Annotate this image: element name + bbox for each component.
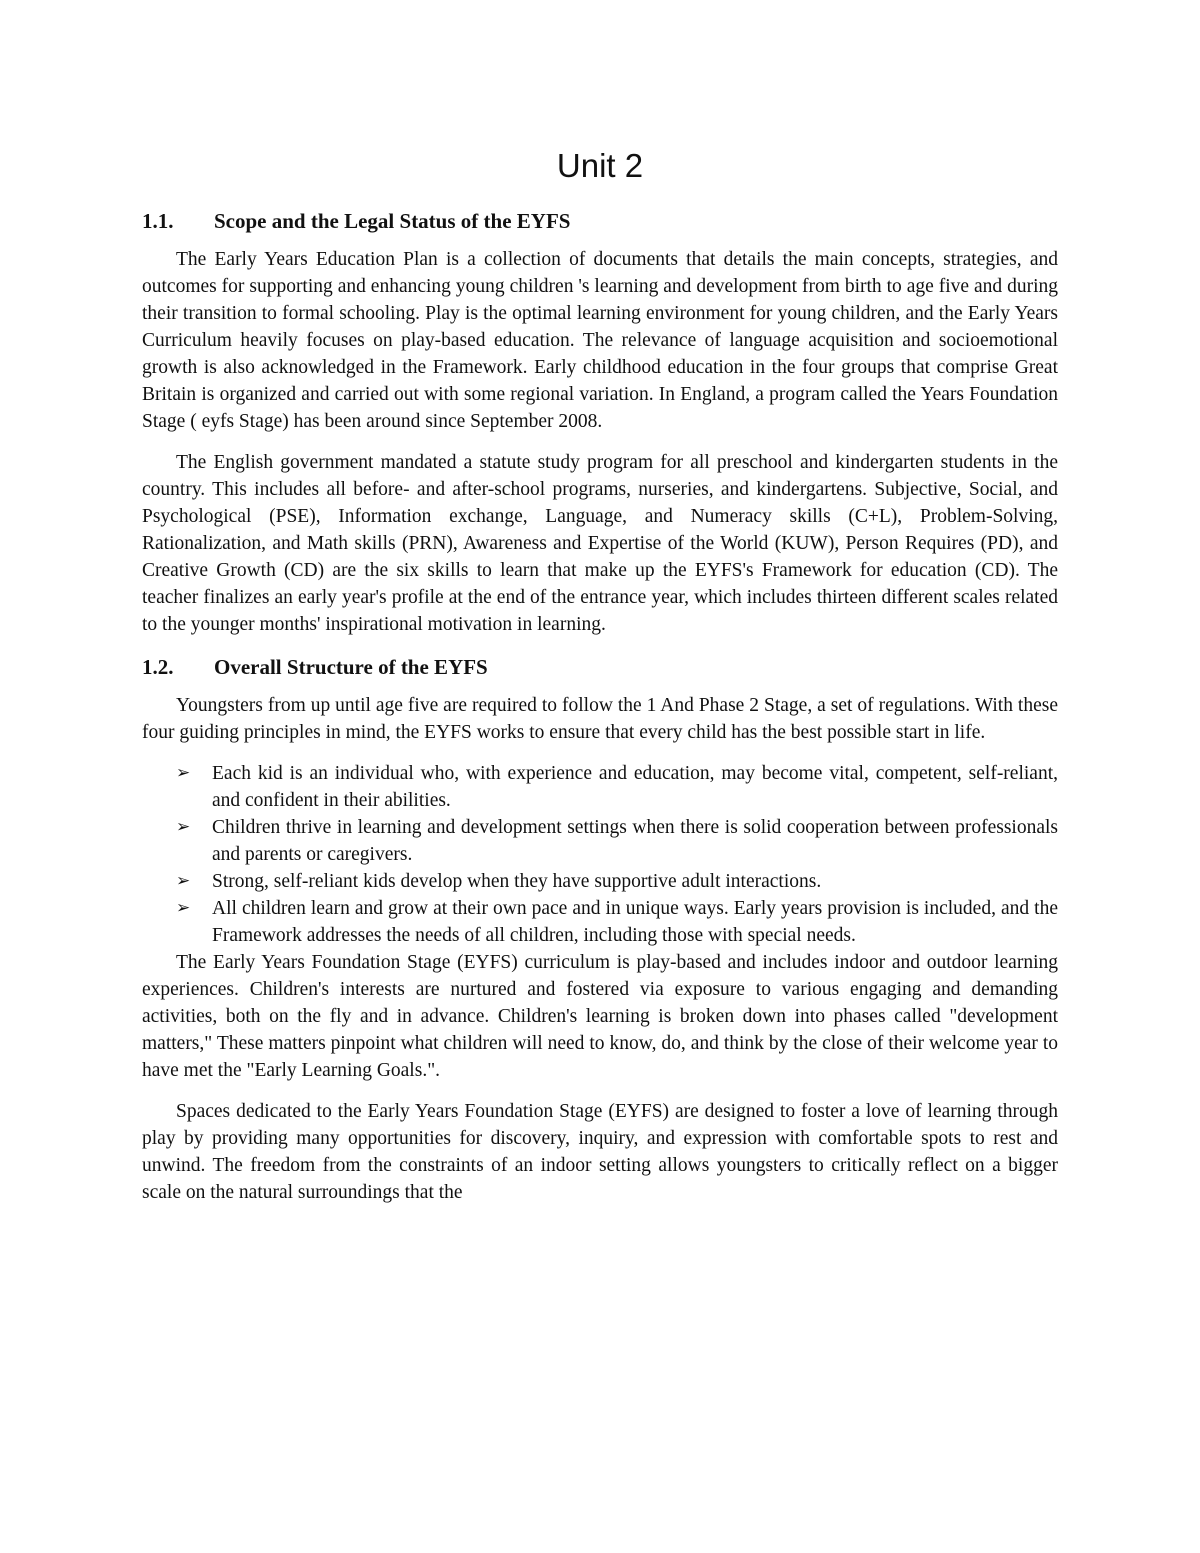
list-item — [176, 760, 1058, 814]
arrow-bullet-icon: ➢ — [176, 871, 191, 891]
section-heading-1-2 — [142, 652, 1058, 682]
list-item — [176, 895, 1058, 949]
list-item-text: Children thrive in learning and development settings when there is solid cooperation between professionals and parents or caregivers. — [212, 817, 1058, 865]
paragraph: Youngsters from up until age five are required to follow the 1 And Phase 2 Stage, a set of regulations. With these four guiding principles in mind, the EYFS works to ensure that every child has the best possible start in life. — [142, 695, 1058, 743]
document-page — [142, 140, 1058, 1206]
paragraph: Spaces dedicated to the Early Years Foundation Stage (EYFS) are designed to foster a love of learning through play by providing many opportunities for discovery, inquiry, and expression with comfortable spots to rest and unwind. The freedom from the constraints of an indoor setting allows youngsters to critically reflect on a bigger scale on the natural surroundings that the — [142, 1101, 1058, 1203]
paragraph: The Early Years Foundation Stage (EYFS) curriculum is play-based and includes indoor and outdoor learning experiences. Children's interests are nurtured and fostered via exposure to various engaging and demanding activities, both on the fly and in advance. Children's learning is broken down into phases called "development matters," These matters pinpoint what children will need to know, do, and think by the close of their welcome year to have met the "Early Learning Goals.". — [142, 952, 1058, 1081]
section-number: 1.1. — [142, 209, 174, 233]
list-item — [176, 814, 1058, 868]
list-item-text: Strong, self-reliant kids develop when they have supportive adult interactions. — [212, 871, 822, 892]
list-item-text: Each kid is an individual who, with experience and education, may become vital, competent, self-reliant, and confident in their abilities. — [212, 763, 1058, 811]
arrow-bullet-icon: ➢ — [176, 898, 191, 918]
section-title: Scope and the Legal Status of the EYFS — [214, 209, 571, 233]
list-item-text: All children learn and grow at their own pace and in unique ways. Early years provision is included, and the Framework addresses the needs of all children, including those with special needs. — [212, 898, 1058, 946]
arrow-bullet-icon: ➢ — [176, 817, 191, 837]
principles-list — [142, 760, 1058, 949]
list-item — [176, 868, 1058, 895]
paragraph: The Early Years Education Plan is a collection of documents that details the main concepts, strategies, and outcomes for supporting and enhancing young children 's learning and development from birth to age five and during their transition to formal schooling. Play is the optimal learning environment for young children, and the Early Years Curriculum heavily focuses on play-based education. The relevance of language acquisition and socioemotional growth is also acknowledged in the Framework. Early childhood education in the four groups that comprise Great Britain is organized and carried out with some regional variation. In England, a program called the Years Foundation Stage ( eyfs Stage) has been around since September 2008. — [142, 249, 1058, 432]
section-title: Overall Structure of the EYFS — [214, 655, 488, 679]
section-heading-1-1 — [142, 206, 1058, 236]
section-number: 1.2. — [142, 655, 174, 679]
unit-title: Unit 2 — [556, 147, 644, 184]
paragraph: The English government mandated a statute study program for all preschool and kindergarten students in the country. This includes all before- and after-school programs, nurseries, and kindergartens. Subjective, Social, and Psychological (PSE), Information exchange, Language, and Numeracy skills (C+L), Problem-Solving, Rationalization, and Math skills (PRN), Awareness and Expertise of the World (KUW), Person Requires (PD), and Creative Growth (CD) are the six skills to learn that make up the EYFS's Framework for education (CD). The teacher finalizes an early year's profile at the end of the entrance year, which includes thirteen different scales related to the younger months' inspirational motivation in learning. — [142, 452, 1058, 635]
arrow-bullet-icon: ➢ — [176, 763, 191, 783]
